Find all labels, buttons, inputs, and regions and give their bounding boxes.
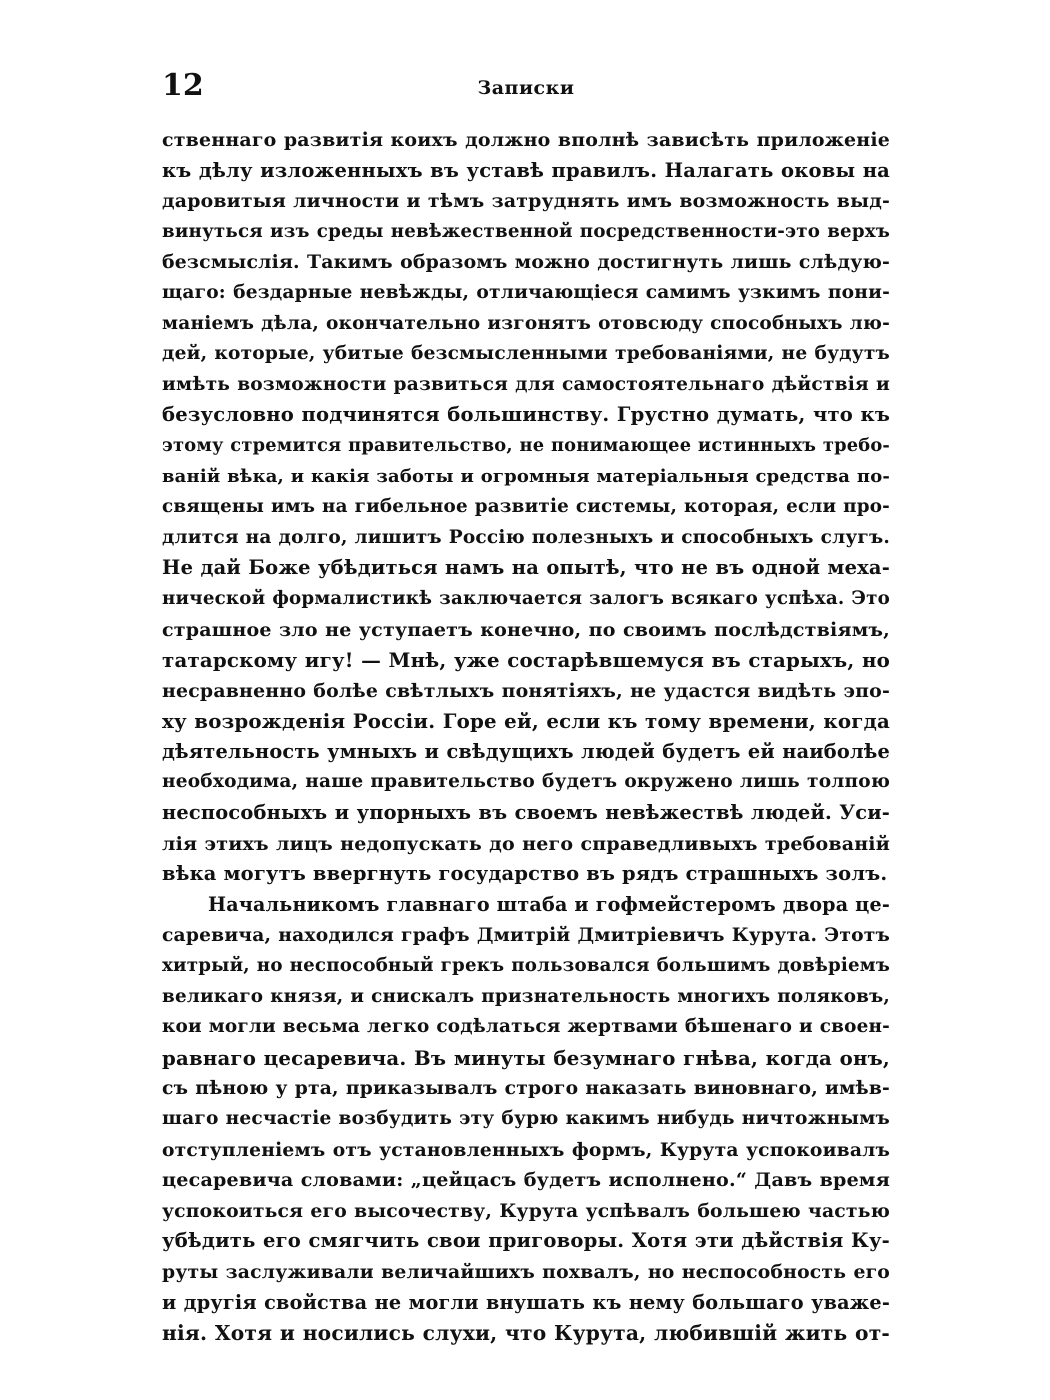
- text-line: съ пѣною у рта, приказывалъ строго наказать виновнаго, имѣв-: [162, 1077, 890, 1100]
- text-line: ственнаго развитія коихъ должно вполнѣ зависѣть приложеніе: [162, 129, 890, 151]
- text-line: неспособныхъ и упорныхъ въ своемъ невѣжествѣ людей. Уси-: [162, 801, 890, 825]
- text-line: хитрый, но неспособный грекъ пользовался большимъ довѣріемъ: [162, 955, 890, 977]
- text-line: равнаго цесаревича. Въ минуты безумнаго гнѣва, когда онъ,: [162, 1045, 890, 1070]
- text-line: несравненно болѣе свѣтлыхъ понятіяхъ, не удастся видѣть эпо-: [162, 679, 890, 702]
- text-line: дѣятельность умныхъ и свѣдущихъ людей будетъ ей наиболѣе: [162, 739, 890, 763]
- text-line: цесаревича словами: „цейцасъ будетъ исполнено.“ Давъ время: [162, 1168, 890, 1192]
- text-line: вѣка могутъ ввергнуть государство въ рядъ страшныхъ золъ.: [162, 862, 888, 886]
- text-line: шаго несчастіе возбудить эту бурю какимъ нибудь ничтожнымъ: [162, 1108, 890, 1129]
- paragraph-2: [162, 890, 890, 1349]
- text-line: щаго: бездарные невѣжды, отличающіеся самимъ узкимъ пони-: [162, 281, 890, 303]
- text-line: убѣдить его смягчить свои приговоры. Хотя эти дѣйствія Ку-: [162, 1229, 890, 1253]
- text-line: Не дай Боже убѣдиться намъ на опытѣ, что не въ одной меха-: [162, 556, 890, 580]
- text-line: успокоиться его высочеству, Курута успѣвалъ большею частью: [162, 1199, 890, 1222]
- text-line: страшное зло не уступаетъ конечно, по своимъ послѣдствіямъ,: [162, 618, 890, 641]
- text-line: нія. Хотя и носились слухи, что Курута, любившій жить от-: [162, 1321, 890, 1346]
- text-line: отступленіемъ отъ установленныхъ формъ, Курута успокоивалъ: [162, 1138, 890, 1161]
- page-number: 12: [162, 68, 204, 103]
- paragraph-1: [162, 125, 890, 890]
- page-header: [162, 66, 890, 106]
- text-line: лія этихъ лицъ недопускать до него справедливыхъ требованій: [162, 832, 890, 855]
- text-line: Начальникомъ главнаго штаба и гофмейстеромъ двора це-: [208, 892, 890, 916]
- text-line: ху возрожденія Россіи. Горе ей, если къ тому времени, когда: [162, 709, 890, 734]
- text-line: и другія свойства не могли внушать къ нему большаго уваже-: [162, 1290, 890, 1314]
- body-text: [162, 125, 890, 1349]
- text-line: безсмыслія. Такимъ образомъ можно достигнуть лишь слѣдую-: [162, 251, 890, 274]
- text-line: священы имъ на гибельное развитіе системы, которая, если про-: [162, 496, 890, 518]
- text-line: къ дѣлу изложенныхъ въ уставѣ правилъ. Налагать оковы на: [162, 158, 890, 182]
- text-line: маніемъ дѣла, окончательно изгонятъ отовсюду способныхъ лю-: [162, 312, 890, 334]
- text-line: ваній вѣка, и какія заботы и огромныя матеріальныя средства по-: [162, 465, 890, 487]
- text-line: дей, которые, убитые безсмысленными требованіями, не будутъ: [162, 343, 890, 365]
- text-line: саревича, находился графъ Дмитрій Дмитріевичъ Курута. Этотъ: [162, 924, 890, 947]
- text-line: винуться изъ среды невѣжественной посредственности-это верхъ: [162, 220, 890, 242]
- text-line: имѣть возможности развиться для самостоятельнаго дѣйствія и: [162, 373, 890, 395]
- text-line: необходима, наше правительство будетъ окружено лишь толпою: [162, 771, 890, 793]
- text-line: великаго князя, и снискалъ признательность многихъ поляковъ,: [162, 985, 890, 1007]
- text-line: даровитыя личности и тѣмъ затруднять имъ возможность выд-: [162, 190, 890, 213]
- text-line: этому стремится правительство, не понимающее истинныхъ требо-: [162, 434, 890, 456]
- text-line: нической формалистикѣ заключается залогъ всякаго успѣха. Это: [162, 587, 890, 609]
- text-line: безусловно подчинятся большинству. Грустно думать, что къ: [162, 403, 890, 427]
- text-line: руты заслуживали величайшихъ похвалъ, но неспособность его: [162, 1260, 890, 1283]
- text-line: татарскому игу! — Мнѣ, уже состарѣвшемуся въ старыхъ, но: [162, 648, 890, 673]
- text-line: длится на долго, лишитъ Россію полезныхъ и способныхъ слугъ.: [162, 526, 890, 548]
- running-title: Записки: [477, 77, 575, 99]
- text-line: кои могли весьма легко содѣлаться жертвами бѣшенаго и своен-: [162, 1016, 890, 1038]
